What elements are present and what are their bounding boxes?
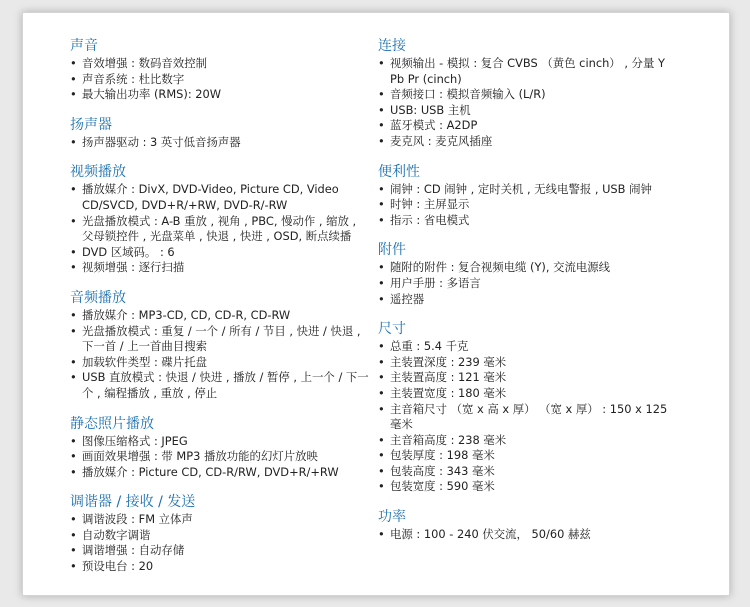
spec-item: • DVD 区域码。 : 6 [70, 245, 370, 261]
spec-item: • 蓝牙模式 : A2DP [378, 118, 678, 134]
section-title: 功率 [378, 509, 406, 526]
spec-item: • USB 直放模式 : 快退 / 快进 , 播放 / 暂停 , 上一个 / 下一个 , 编程播放 , 重放 , 停止 [70, 370, 370, 401]
spec-item: • 声音系统 : 杜比数字 [70, 72, 370, 88]
section-title: 扬声器 [70, 116, 112, 133]
spec-item: • 调谐增强 : 自动存储 [70, 543, 370, 559]
section-still-photo-playback [70, 415, 370, 481]
section-audio-playback [70, 289, 370, 402]
spec-item: • 画面效果增强 : 带 MP3 播放功能的幻灯片放映 [70, 449, 370, 465]
section-convenience [378, 163, 678, 229]
spec-item: • 视频输出 - 模拟 : 复合 CVBS （黄色 cinch） , 分量 Y Pb Pr (cinch) [378, 56, 678, 87]
section-video-playback [70, 163, 370, 276]
spec-item: • 时钟 : 主屏显示 [378, 197, 678, 213]
spec-list [70, 512, 370, 574]
spec-item: • 光盘播放模式 : 重复 / 一个 / 所有 / 节目 , 快进 / 快退 , 下一首 / 上一首曲目搜索 [70, 324, 370, 355]
section-power [378, 508, 678, 543]
spec-item: • 包装宽度 : 590 毫米 [378, 479, 678, 495]
spec-item: • 最大输出功率 (RMS): 20W [70, 87, 370, 103]
spec-item: • 主音箱高度 : 238 毫米 [378, 433, 678, 449]
spec-item: • USB: USB 主机 [378, 103, 678, 119]
left-column [70, 37, 370, 588]
spec-item: • 主音箱尺寸 （宽 x 高 x 厚） （宽 x 厚） : 150 x 125 毫米 [378, 402, 678, 433]
spec-item: • 音效增强 : 数码音效控制 [70, 56, 370, 72]
spec-list [378, 339, 678, 495]
spec-item: • 视频增强 : 逐行扫描 [70, 260, 370, 276]
spec-item: • 播放媒介 : MP3-CD, CD, CD-R, CD-RW [70, 308, 370, 324]
spec-item: • 加载软件类型 : 碟片托盘 [70, 355, 370, 371]
spec-list [378, 182, 678, 229]
spec-item: • 指示 : 省电模式 [378, 213, 678, 229]
section-title: 附件 [378, 242, 406, 259]
spec-item: • 音频接口 : 模拟音频输入 (L/R) [378, 87, 678, 103]
spec-item: • 图像压缩格式 : JPEG [70, 434, 370, 450]
spec-item: • 主装置高度 : 121 毫米 [378, 370, 678, 386]
spec-item: • 总重 : 5.4 千克 [378, 339, 678, 355]
spec-item: • 主装置宽度 : 180 毫米 [378, 386, 678, 402]
spec-item: • 用户手册 : 多语言 [378, 276, 678, 292]
section-title: 尺寸 [378, 321, 406, 338]
section-sound [70, 37, 370, 103]
section-title: 调谐器 / 接收 / 发送 [70, 494, 196, 511]
spec-item: • 播放媒介 : DivX, DVD-Video, Picture CD, Video CD/SVCD, DVD+R/+RW, DVD-R/-RW [70, 182, 370, 213]
spec-item: • 扬声器驱动 : 3 英寸低音扬声器 [70, 135, 370, 151]
spec-list [70, 182, 370, 276]
spec-item: • 光盘播放模式 : A-B 重放 , 视角 , PBC, 慢动作 , 缩放 , 父母锁控件 , 光盘菜单 , 快退 , 快进 , OSD, 断点续播 [70, 214, 370, 245]
spec-item: • 主装置深度 : 239 毫米 [378, 355, 678, 371]
spec-item: • 麦克风 : 麦克风插座 [378, 134, 678, 150]
spec-item: • 自动数字调谐 [70, 528, 370, 544]
spec-item: • 遥控器 [378, 292, 678, 308]
section-title: 声音 [70, 38, 98, 54]
spec-list [70, 135, 370, 151]
right-column [378, 37, 678, 556]
section-speakers [70, 116, 370, 151]
spec-item: • 电源 : 100 - 240 伏交流， 50/60 赫兹 [378, 527, 678, 543]
section-connectivity [378, 37, 678, 150]
section-accessories [378, 241, 678, 307]
spec-sheet [22, 12, 730, 596]
spec-item: • 播放媒介 : Picture CD, CD-R/RW, DVD+R/+RW [70, 465, 370, 481]
spec-item: • 预设电台 : 20 [70, 559, 370, 575]
section-title: 静态照片播放 [70, 415, 154, 432]
spec-list [70, 308, 370, 402]
section-title: 视频播放 [70, 164, 126, 181]
spec-item: • 调谐波段 : FM 立体声 [70, 512, 370, 528]
spec-list [378, 527, 678, 543]
section-title: 连接 [378, 38, 406, 54]
spec-item: • 闹钟 : CD 闹钟 , 定时关机 , 无线电警报 , USB 闹钟 [378, 182, 678, 198]
spec-item: • 随附的附件 : 复合视频电缆 (Y), 交流电源线 [378, 260, 678, 276]
section-dimensions [378, 320, 678, 495]
spec-list [70, 434, 370, 481]
spec-item: • 包装厚度 : 198 毫米 [378, 448, 678, 464]
spec-list [70, 56, 370, 103]
section-title: 便利性 [378, 163, 420, 180]
section-title: 音频播放 [70, 289, 126, 306]
section-tuner [70, 493, 370, 574]
spec-list [378, 56, 678, 150]
spec-list [378, 260, 678, 307]
spec-item: • 包装高度 : 343 毫米 [378, 464, 678, 480]
